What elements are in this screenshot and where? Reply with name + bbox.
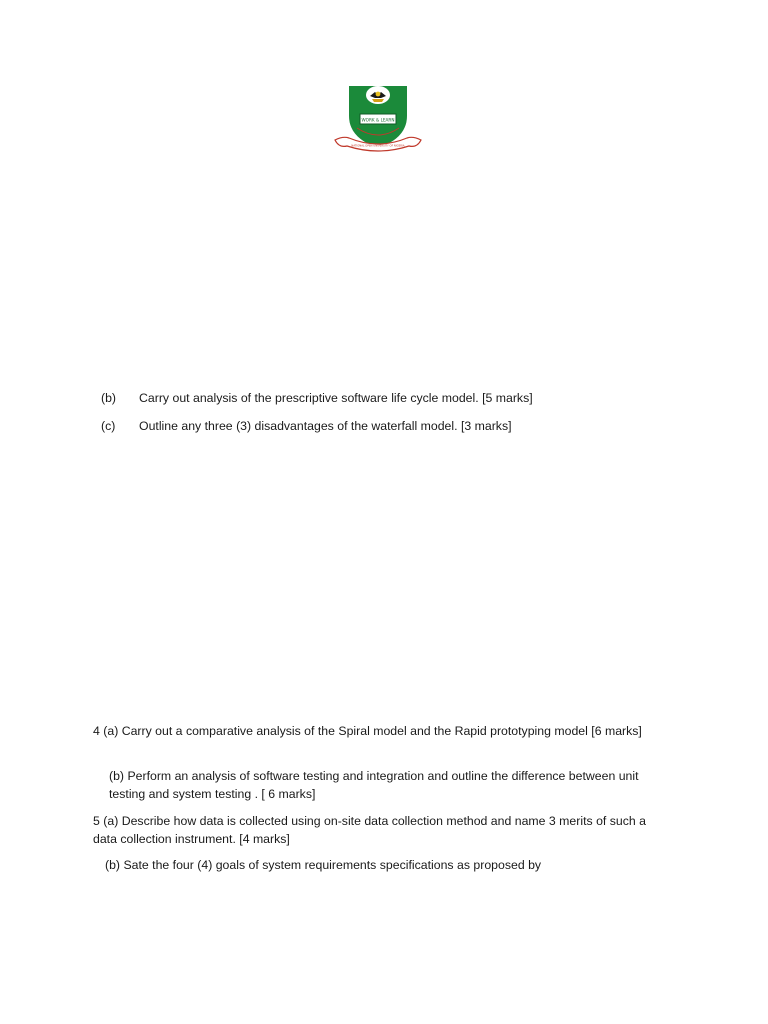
logo-banner: NATIONAL OPEN UNIVERSITY OF NIGERIA bbox=[351, 144, 405, 148]
question-4b: (b) Perform an analysis of software testing and integration and outline the difference between unit testing and system testing . [ 6 marks] bbox=[109, 769, 639, 801]
question-4a: 4 (a) Carry out a comparative analysis of the Spiral model and the Rapid prototyping model [6 marks] bbox=[93, 724, 642, 738]
question-3b-label: (b) bbox=[101, 391, 117, 405]
logo-motto: WORK & LEARN bbox=[361, 117, 395, 123]
question-3b-text: Carry out analysis of the prescriptive software life cycle model. [5 marks] bbox=[139, 391, 533, 405]
question-5b: (b) Sate the four (4) goals of system requirements specifications as proposed by bbox=[105, 858, 542, 872]
university-crest-logo bbox=[333, 86, 423, 154]
question-3c-text: Outline any three (3) disadvantages of the waterfall model. [3 marks] bbox=[139, 419, 512, 433]
question-5a: 5 (a) Describe how data is collected using on-site data collection method and name 3 merits of such a data collection instrument. [4 marks] bbox=[93, 814, 646, 846]
question-3c-label: (c) bbox=[101, 419, 116, 433]
question-3b bbox=[101, 391, 533, 405]
question-3c bbox=[101, 419, 512, 433]
